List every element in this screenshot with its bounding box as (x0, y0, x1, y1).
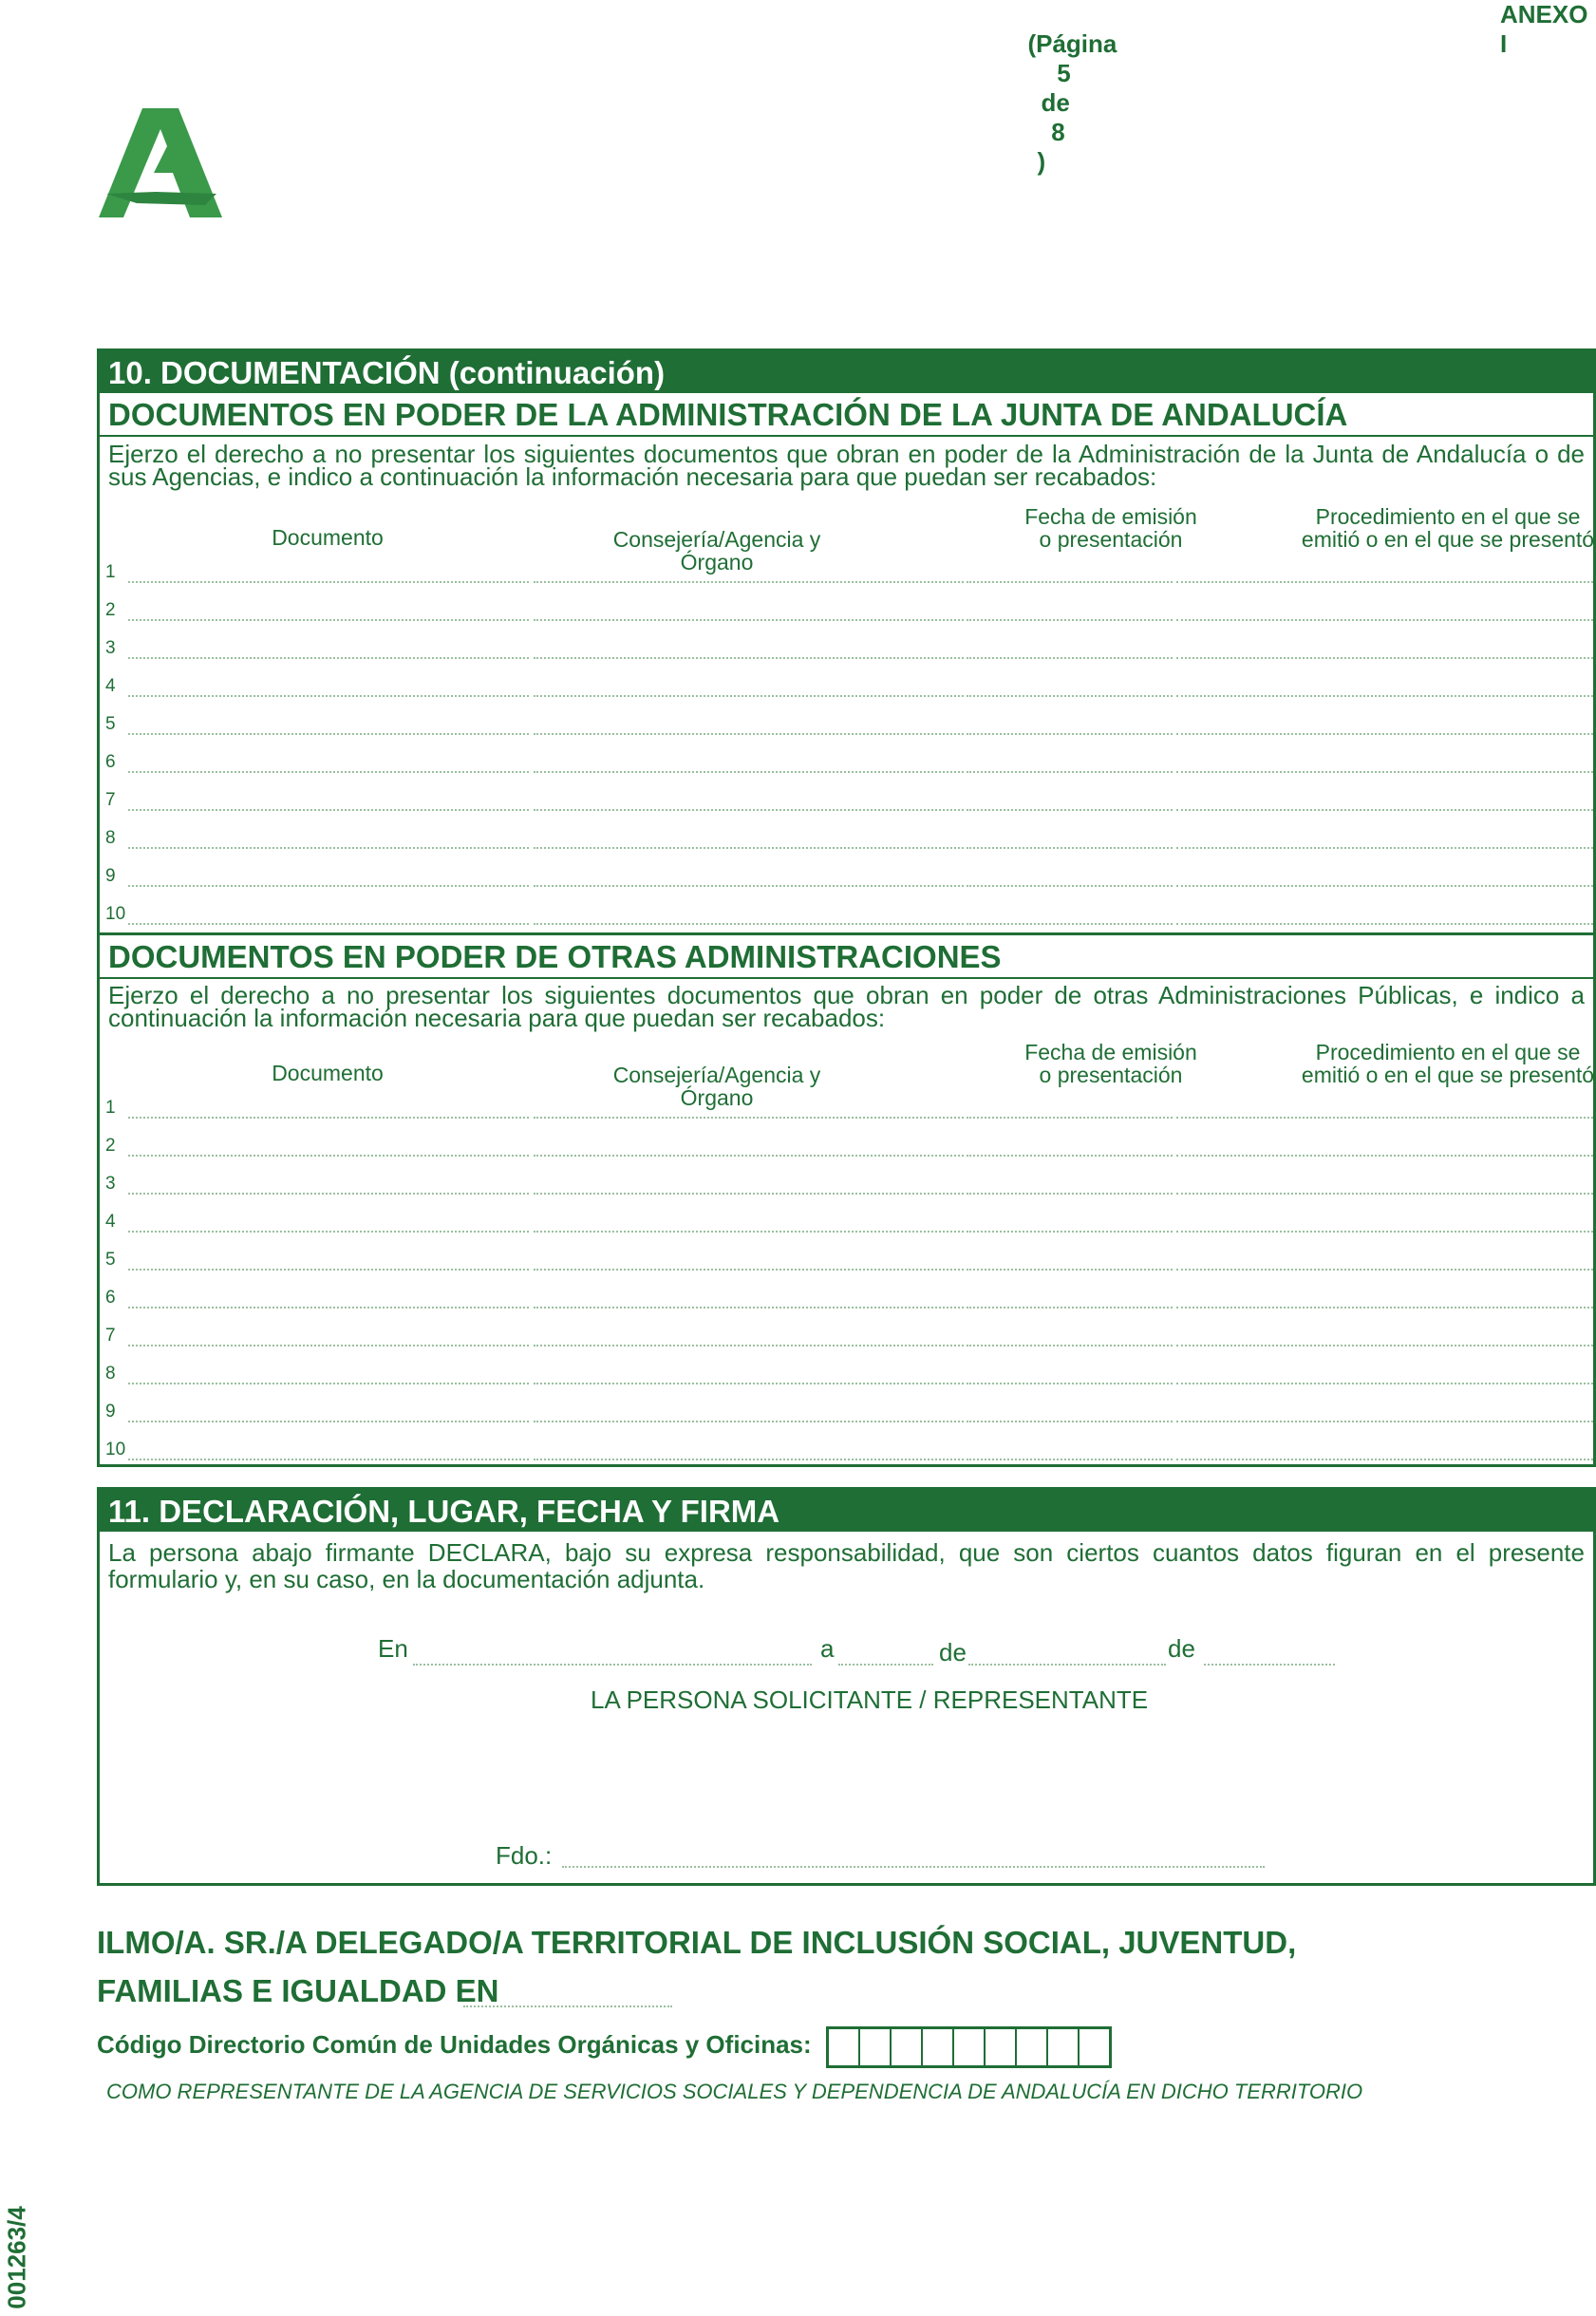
junta-docs-cell-field[interactable] (128, 619, 529, 621)
junta-docs-row-number: 3 (105, 638, 116, 658)
dir3-box[interactable] (1017, 2029, 1048, 2065)
col-organo-2: Consejería/Agencia y Órgano (612, 1063, 821, 1110)
otras-docs-cell-field[interactable] (534, 1345, 964, 1346)
otras-docs-cell-field[interactable] (534, 1155, 964, 1157)
junta-docs-title: DOCUMENTOS EN PODER DE LA ADMINISTRACIÓN DE LA JUNTA DE ANDALUCÍA (100, 393, 1593, 437)
otras-docs-row-number: 8 (105, 1364, 116, 1384)
otras-docs-row-number: 4 (105, 1212, 116, 1232)
dir3-box[interactable] (954, 2029, 986, 2065)
month-field[interactable] (968, 1664, 1166, 1666)
junta-docs-cell-field[interactable] (534, 695, 964, 697)
otras-docs-cell-field[interactable] (534, 1269, 964, 1271)
otras-docs-cell-field[interactable] (534, 1307, 964, 1309)
otras-docs-cell-field[interactable] (128, 1459, 529, 1460)
otras-docs-cell-field[interactable] (967, 1307, 1173, 1309)
junta-docs-cell-field[interactable] (967, 923, 1173, 925)
dir3-box[interactable] (1080, 2029, 1109, 2065)
junta-docs-cell-field[interactable] (1176, 771, 1593, 773)
dir3-box[interactable] (892, 2029, 923, 2065)
col-fecha-2-line1: Fecha de emisión (1024, 1040, 1197, 1064)
dir3-code-boxes[interactable] (826, 2026, 1112, 2068)
day-label: a (820, 1634, 835, 1663)
dir3-box[interactable] (923, 2029, 954, 2065)
col-documento: Documento (272, 525, 384, 550)
section-documentacion (97, 348, 1596, 1467)
junta-docs-cell-field[interactable] (534, 885, 964, 887)
otras-docs-cell-field[interactable] (534, 1231, 964, 1233)
otras-docs-row-number: 3 (105, 1174, 116, 1194)
junta-docs-row-number: 1 (105, 562, 116, 582)
junta-docs-cell-field[interactable] (1176, 657, 1593, 659)
col-fecha-2-line2: o presentación (1039, 1063, 1183, 1087)
section-10-title: 10. DOCUMENTACIÓN (continuación) (100, 351, 1593, 393)
otras-docs-cell-field[interactable] (128, 1155, 529, 1157)
junta-docs-cell-field[interactable] (1176, 923, 1593, 925)
otras-docs-cell-field[interactable] (1176, 1269, 1593, 1271)
dir3-box[interactable] (1048, 2029, 1080, 2065)
junta-docs-cell-field[interactable] (967, 581, 1173, 583)
junta-docs-cell-field[interactable] (1176, 885, 1593, 887)
otras-docs-table (100, 1031, 1593, 1468)
year-field[interactable] (1204, 1664, 1335, 1666)
dir3-box[interactable] (986, 2029, 1017, 2065)
page-of: de (1041, 88, 1070, 117)
junta-docs-cell-field[interactable] (1176, 847, 1593, 849)
junta-docs-cell-field[interactable] (967, 619, 1173, 621)
year-label: de (1168, 1634, 1195, 1663)
place-field[interactable] (413, 1664, 812, 1666)
otras-docs-row-number: 6 (105, 1288, 116, 1308)
section-11-title: 11. DECLARACIÓN, LUGAR, FECHA Y FIRMA (100, 1490, 1593, 1532)
junta-docs-cell-field[interactable] (967, 847, 1173, 849)
otras-docs-row-number: 5 (105, 1250, 116, 1270)
junta-docs-table (100, 496, 1593, 938)
junta-docs-cell-field[interactable] (128, 923, 529, 925)
otras-docs-cell-field[interactable] (1176, 1421, 1593, 1422)
junta-docs-row-number: 7 (105, 790, 116, 810)
col-procedimiento-2 (1267, 1041, 1596, 1086)
junta-docs-row-number: 9 (105, 866, 116, 886)
otras-docs-cell-field[interactable] (534, 1459, 964, 1460)
junta-docs-cell-field[interactable] (128, 771, 529, 773)
junta-andalucia-logo (99, 99, 228, 222)
page-current: 5 (1057, 59, 1071, 87)
col-procedimiento (1267, 505, 1596, 551)
junta-docs-cell-field[interactable] (967, 885, 1173, 887)
signature-label: Fdo.: (496, 1841, 553, 1870)
col-documento-2: Documento (272, 1061, 384, 1085)
junta-docs-row-number: 8 (105, 828, 116, 848)
addressee-line2: FAMILIAS E IGUALDAD EN (97, 1973, 499, 2008)
otras-docs-cell-field[interactable] (967, 1421, 1173, 1422)
otras-docs-cell-field[interactable] (967, 1231, 1173, 1233)
otras-docs-cell-field[interactable] (534, 1383, 964, 1384)
junta-docs-cell-field[interactable] (128, 847, 529, 849)
otras-docs-cell-field[interactable] (967, 1117, 1173, 1119)
agency-note: COMO REPRESENTANTE DE LA AGENCIA DE SERVICIOS SOCIALES Y DEPENDENCIA DE ANDALUCÍA EN DICHO TERRITORIO (106, 2080, 1363, 2103)
junta-docs-cell-field[interactable] (128, 695, 529, 697)
junta-docs-cell-field[interactable] (534, 619, 964, 621)
page-counter (1014, 0, 1117, 177)
otras-docs-cell-field[interactable] (967, 1345, 1173, 1346)
otras-docs-cell-field[interactable] (128, 1383, 529, 1384)
otras-docs-cell-field[interactable] (967, 1383, 1173, 1384)
page-close: ) (1037, 147, 1046, 176)
col-proc-2-line2: emitió o en el que se presentó (1301, 1063, 1595, 1087)
junta-docs-cell-field[interactable] (967, 733, 1173, 735)
otras-docs-row-number: 9 (105, 1402, 116, 1422)
junta-docs-row-number: 5 (105, 714, 116, 734)
col-fecha (959, 505, 1263, 551)
otras-docs-cell-field[interactable] (1176, 1459, 1593, 1460)
signer-label: LA PERSONA SOLICITANTE / REPRESENTANTE (591, 1685, 1149, 1714)
junta-docs-cell-field[interactable] (1176, 619, 1593, 621)
otras-docs-cell-field[interactable] (1176, 1155, 1593, 1157)
junta-docs-cell-field[interactable] (1176, 733, 1593, 735)
junta-docs-cell-field[interactable] (128, 733, 529, 735)
junta-docs-cell-field[interactable] (534, 581, 964, 583)
otras-docs-text: Ejerzo el derecho a no presentar los siguientes documentos que obran en poder de otras Administraciones Públicas, e indico a continuación la información necesaria para que puedan ser recabados: (108, 981, 1585, 1032)
junta-docs-cell-field[interactable] (534, 847, 964, 849)
otras-docs-title: DOCUMENTOS EN PODER DE OTRAS ADMINISTRACIONES (100, 932, 1593, 979)
dir3-label: Código Directorio Común de Unidades Orgánicas y Oficinas: (97, 2030, 812, 2059)
junta-docs-cell-field[interactable] (1176, 695, 1593, 697)
otras-docs-cell-field[interactable] (534, 1117, 964, 1119)
otras-docs-cell-field[interactable] (1176, 1307, 1593, 1309)
junta-docs-row-number: 4 (105, 676, 116, 696)
junta-docs-cell-field[interactable] (534, 809, 964, 811)
junta-docs-cell-field[interactable] (1176, 809, 1593, 811)
col-proc-2-line1: Procedimiento en el que se (1315, 1040, 1581, 1064)
otras-docs-cell-field[interactable] (534, 1193, 964, 1195)
junta-docs-cell-field[interactable] (967, 695, 1173, 697)
otras-docs-cell-field[interactable] (1176, 1345, 1593, 1346)
junta-docs-cell-field[interactable] (967, 809, 1173, 811)
otras-docs-cell-field[interactable] (1176, 1231, 1593, 1233)
col-fecha-2 (959, 1041, 1263, 1086)
otras-docs-cell-field[interactable] (967, 1269, 1173, 1271)
junta-docs-cell-field[interactable] (534, 923, 964, 925)
col-fecha-line1: Fecha de emisión (1024, 504, 1197, 529)
otras-docs-cell-field[interactable] (128, 1231, 529, 1233)
place-label: En (378, 1634, 408, 1663)
otras-docs-row-number: 2 (105, 1136, 116, 1156)
day-field[interactable] (838, 1664, 933, 1666)
junta-docs-row-number: 10 (105, 904, 126, 924)
otras-docs-cell-field[interactable] (128, 1117, 529, 1119)
dir3-box[interactable] (829, 2029, 860, 2065)
col-fecha-line2: o presentación (1039, 527, 1183, 552)
otras-docs-cell-field[interactable] (128, 1307, 529, 1309)
otras-docs-row-number: 10 (105, 1440, 126, 1459)
otras-docs-cell-field[interactable] (1176, 1193, 1593, 1195)
otras-docs-cell-field[interactable] (534, 1421, 964, 1422)
page-open: (Página (1027, 29, 1117, 58)
junta-docs-cell-field[interactable] (128, 809, 529, 811)
declaration-text: La persona abajo firmante DECLARA, bajo su expresa responsabilidad, que son ciertos cuantos datos figuran en el presente formulario y, en su caso, en la documentación adjunta. (108, 1538, 1585, 1593)
otras-docs-cell-field[interactable] (128, 1269, 529, 1271)
junta-docs-cell-field[interactable] (128, 581, 529, 583)
col-proc-line2: emitió o en el que se presentó (1301, 527, 1595, 552)
otras-docs-cell-field[interactable] (967, 1193, 1173, 1195)
addressee-province-field[interactable] (463, 2005, 672, 2007)
month-label: de (939, 1638, 967, 1666)
dir3-box[interactable] (860, 2029, 892, 2065)
page-total: 8 (1051, 118, 1065, 146)
junta-docs-cell-field[interactable] (534, 733, 964, 735)
col-proc-line1: Procedimiento en el que se (1315, 504, 1581, 529)
junta-docs-cell-field[interactable] (128, 885, 529, 887)
junta-docs-row-number: 6 (105, 752, 116, 772)
col-organo: Consejería/Agencia y Órgano (612, 527, 821, 574)
otras-docs-cell-field[interactable] (1176, 1117, 1593, 1119)
signature-field[interactable] (562, 1866, 1265, 1868)
otras-docs-cell-field[interactable] (967, 1155, 1173, 1157)
otras-docs-cell-field[interactable] (128, 1421, 529, 1422)
annex-label: ANEXO I (1500, 0, 1588, 58)
otras-docs-cell-field[interactable] (128, 1345, 529, 1346)
junta-docs-cell-field[interactable] (534, 771, 964, 773)
otras-docs-cell-field[interactable] (128, 1193, 529, 1195)
addressee-line1: ILMO/A. SR./A DELEGADO/A TERRITORIAL DE INCLUSIÓN SOCIAL, JUVENTUD, (97, 1925, 1297, 1960)
junta-docs-cell-field[interactable] (967, 771, 1173, 773)
otras-docs-row-number: 7 (105, 1326, 116, 1346)
otras-docs-cell-field[interactable] (1176, 1383, 1593, 1384)
junta-docs-cell-field[interactable] (967, 657, 1173, 659)
junta-docs-cell-field[interactable] (1176, 581, 1593, 583)
form-code: 001263/4 (2, 2206, 31, 2309)
otras-docs-cell-field[interactable] (967, 1459, 1173, 1460)
section-declaracion (97, 1487, 1596, 1886)
otras-docs-row-number: 1 (105, 1098, 116, 1118)
junta-docs-cell-field[interactable] (534, 657, 964, 659)
junta-docs-row-number: 2 (105, 600, 116, 620)
junta-docs-cell-field[interactable] (128, 657, 529, 659)
junta-docs-text: Ejerzo el derecho a no presentar los siguientes documentos que obran en poder de la Administración de la Junta de Andalucía o de sus Agencias, e indico a continuación la información necesaria para que puedan ser recabados: (108, 440, 1585, 491)
